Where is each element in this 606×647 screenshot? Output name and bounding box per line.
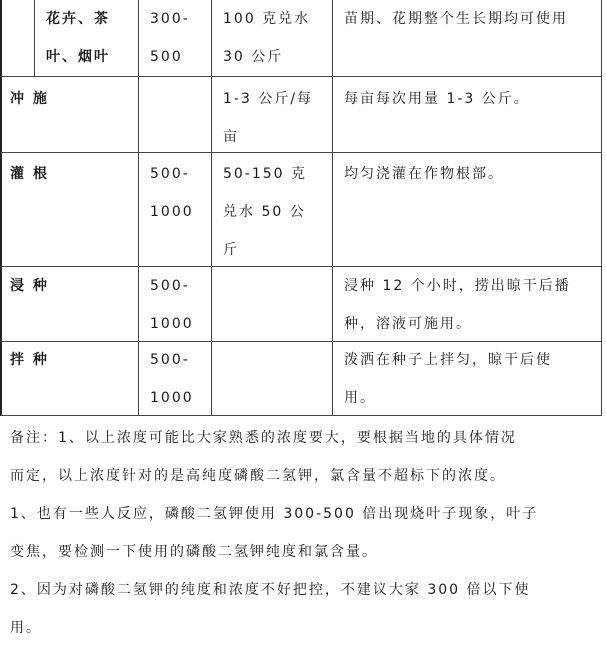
table-left-border [0,0,2,415]
note-line: 变焦，要检测一下使用的磷酸二氢钾纯度和氯含量。 [10,544,378,560]
note-line: 而定，以上浓度针对的是高纯度磷酸二氢钾，氯含量不超标下的浓度。 [10,468,506,484]
table-cell-usage: 均匀浇灌在作物根部。 [344,166,504,182]
note-line: 备注：1、以上浓度可能比大家熟悉的浓度要大，要根据当地的具体情况 [10,430,517,446]
table-cell-dilution: 500- 1000 [150,352,194,406]
notes-section [10,419,600,647]
table-right-border [601,0,602,415]
table-cell-method: 拌 种 [10,352,49,368]
column-divider-3 [211,0,212,415]
table-cell-usage: 每亩每次用量 1-3 公斤。 [344,91,530,107]
table-cell-crop: 花卉、茶 叶、烟叶 [46,11,110,65]
table-cell-dilution: 500- 1000 [150,166,194,220]
table-cell-method: 浸 种 [10,278,49,294]
note-line: 1、也有一些人反应，磷酸二氢钾使用 300-500 倍出现烧叶子现象，叶子 [10,506,539,522]
row-divider-1 [0,76,602,77]
table-cell-method: 冲 施 [10,91,49,107]
table-cell-usage: 泼洒在种子上拌匀，晾干后使 用。 [344,352,552,406]
column-divider-4 [332,0,333,415]
note-line: 2、因为对磷酸二氢钾的纯度和浓度不好把控，不建议大家 300 倍以下使 [10,582,531,598]
table-cell-dosage: 50-150 克 兑水 50 公 斤 [223,166,308,258]
table-cell-usage: 浸种 12 个小时，捞出晾干后播 种，溶液可施用。 [344,278,571,332]
table-cell-dosage: 100 克兑水 30 公斤 [223,11,311,65]
table-cell-usage: 苗期、花期整个生长期均可使用 [344,11,568,27]
note-line: 用。 [10,620,42,636]
column-divider-1 [34,0,35,76]
table-cell-dosage: 1-3 公斤/每 亩 [223,91,314,145]
table-cell-method: 灌 根 [10,166,49,182]
table-cell-dilution: 500- 1000 [150,278,194,332]
table-cell-dilution: 300- 500 [150,11,190,65]
column-divider-2 [138,0,139,415]
